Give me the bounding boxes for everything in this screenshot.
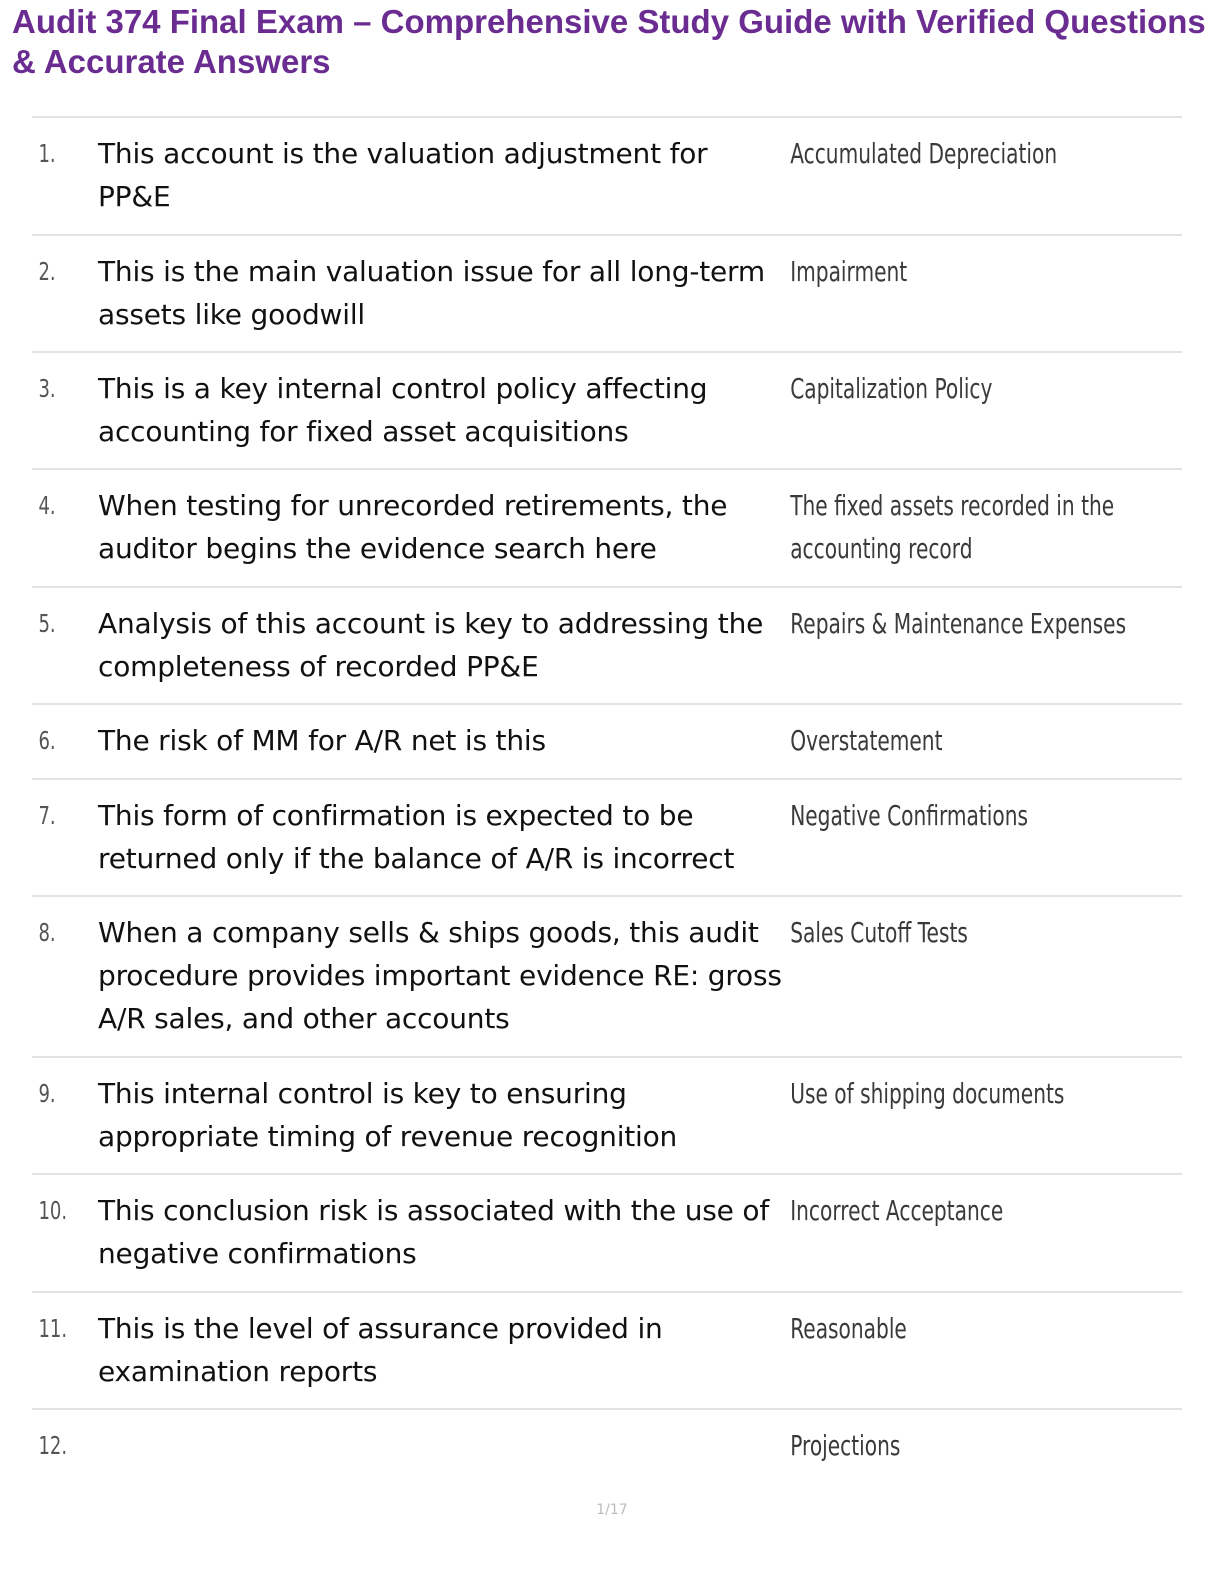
item-number: 5. (38, 609, 56, 638)
item-question: This is the level of assurance provided in examination reports (98, 1312, 663, 1388)
list-item (32, 1293, 1182, 1410)
list-item (32, 118, 1182, 236)
list-item (32, 780, 1182, 897)
document-title: Audit 374 Final Exam – Comprehensive Study Guide with Verified Questions & Accurate Answers (12, 3, 1206, 80)
item-number: 2. (38, 257, 56, 286)
item-question: This is a key internal control policy affecting accounting for fixed asset acquisitions (98, 372, 708, 448)
item-number: 4. (38, 491, 56, 520)
item-number: 8. (38, 918, 56, 947)
item-answer: Capitalization Policy (790, 372, 993, 405)
item-number: 7. (38, 801, 56, 830)
list-item (32, 353, 1182, 470)
item-answer: Sales Cutoff Tests (790, 916, 968, 949)
list-item (32, 1175, 1182, 1293)
page-number: 1/17 (596, 1502, 628, 1518)
item-number: 10. (38, 1196, 68, 1225)
item-answer: Use of shipping documents (790, 1077, 1065, 1110)
list-item (32, 470, 1182, 588)
item-answer: Impairment (790, 255, 908, 288)
list-item (32, 897, 1182, 1058)
item-answer: Overstatement (790, 724, 943, 757)
item-question: This form of confirmation is expected to be returned only if the balance of A/R is incorrect (98, 799, 735, 875)
item-answer: The fixed assets recorded in the accounting record (790, 489, 1115, 565)
item-answer: Reasonable (790, 1312, 907, 1345)
list-item (32, 588, 1182, 705)
item-number: 6. (38, 726, 56, 755)
item-question: Analysis of this account is key to addressing the completeness of recorded PP&E (98, 607, 764, 683)
item-answer: Negative Confirmations (790, 799, 1029, 832)
item-question: This account is the valuation adjustment for PP&E (98, 137, 708, 213)
item-answer: Projections (790, 1429, 901, 1462)
item-number: 1. (38, 139, 56, 168)
list-item (32, 1410, 1182, 1485)
list-item (32, 705, 1182, 780)
item-answer: Repairs & Maintenance Expenses (790, 607, 1127, 640)
item-number: 9. (38, 1079, 56, 1108)
item-answer: Accumulated Depreciation (790, 137, 1058, 170)
item-question: This is the main valuation issue for all long-term assets like goodwill (98, 255, 765, 331)
item-question: This internal control is key to ensuring appropriate timing of revenue recognition (98, 1077, 678, 1153)
item-question: The risk of MM for A/R net is this (98, 724, 546, 757)
question-answer-list (32, 116, 1182, 1485)
item-number: 3. (38, 374, 56, 403)
list-item (32, 236, 1182, 353)
item-answer: Incorrect Acceptance (790, 1194, 1004, 1227)
item-question: When testing for unrecorded retirements, the auditor begins the evidence search here (98, 489, 728, 565)
item-question: This conclusion risk is associated with the use of negative confirmations (98, 1194, 769, 1270)
item-question: When a company sells & ships goods, this audit procedure provides important evidence RE: gross A/R sales, and other accounts (98, 916, 782, 1035)
item-number: 11. (38, 1314, 68, 1343)
item-number: 12. (38, 1431, 68, 1460)
list-item (32, 1058, 1182, 1175)
